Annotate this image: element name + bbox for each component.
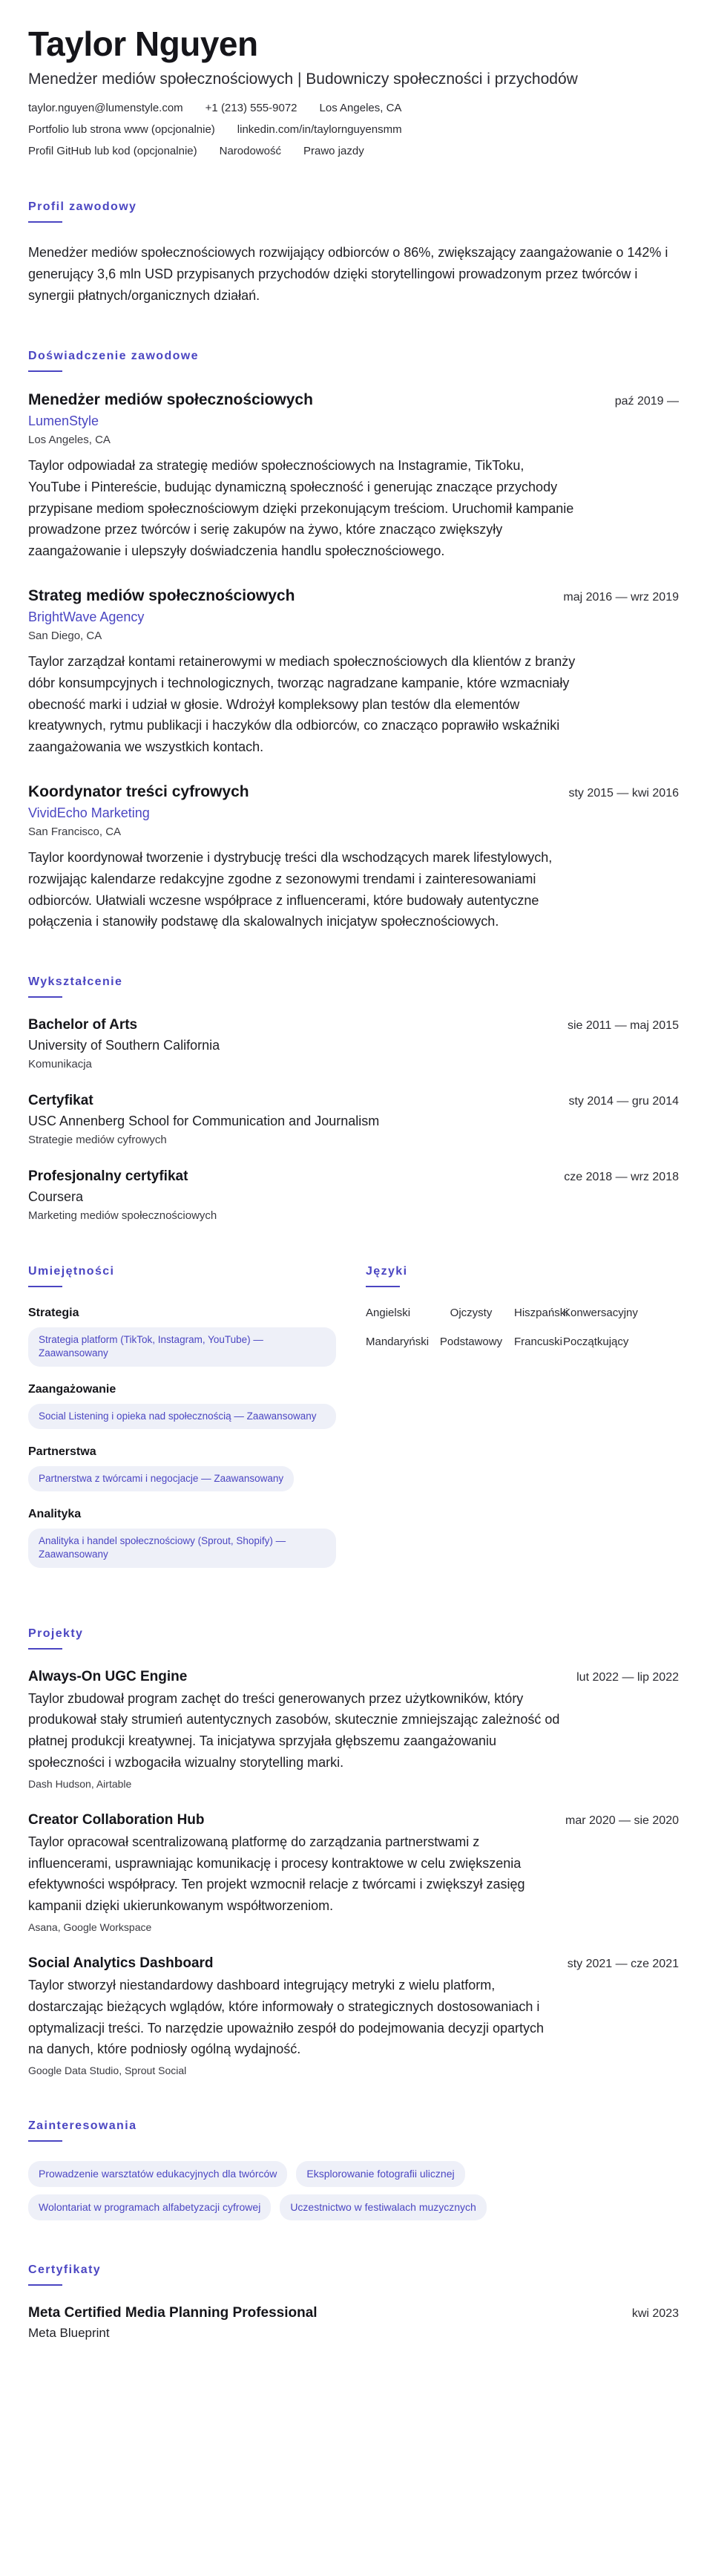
job-description: Taylor koordynował tworzenie i dystrybucję treści dla wschodzących marek lifestylowych, rozwijając kalendarze redakcyjne zgodne z sezonowymi trendami i zainteresowaniami odbiorców. Ułatwiali wczesne współprace z influencerami, które budowały autentyczne połączenia i stanowiły podstawę dla skalowalnych inicjatyw społecznościowych.	[28, 850, 553, 929]
languages-grid	[366, 1307, 679, 1348]
candidate-headline: Menedżer mediów społecznościowych | Budowniczy społeczności i przychodów	[28, 70, 578, 88]
certificates-section	[28, 2263, 679, 2341]
job-dates: maj 2016 — wrz 2019	[563, 591, 679, 604]
degree-title: Certyfikat	[28, 1093, 93, 1109]
education-entry	[28, 1168, 679, 1222]
project-dates: sty 2021 — cze 2021	[567, 1957, 679, 1970]
skill-group-name: Partnerstwa	[28, 1445, 96, 1458]
skill-group	[28, 1307, 336, 1366]
section-title: Certyfikaty	[28, 2263, 102, 2276]
certificate-entry	[28, 2305, 679, 2341]
project-entry	[28, 1955, 679, 2076]
study-area: Strategie mediów cyfrowych	[28, 1134, 167, 1147]
candidate-name: Taylor Nguyen	[28, 24, 258, 63]
education-entry	[28, 1017, 679, 1070]
project-dates: lut 2022 — lip 2022	[576, 1670, 679, 1684]
experience-entry	[28, 587, 679, 758]
project-entry	[28, 1669, 679, 1790]
summary-section	[28, 200, 679, 307]
interest-chip: Uczestnictwo w festiwalach muzycznych	[280, 2194, 487, 2220]
contact-location: Los Angeles, CA	[319, 101, 402, 114]
contact-linkedin[interactable]: linkedin.com/in/taylornguyensmm	[237, 122, 402, 136]
contact-github[interactable]: Profil GitHub lub kod (opcjonalnie)	[28, 144, 197, 157]
section-title: Języki	[366, 1265, 408, 1278]
interest-chip: Prowadzenie warsztatów edukacyjnych dla twórców	[28, 2161, 287, 2187]
language-name: Mandaryński	[366, 1336, 430, 1349]
language-level: Początkujący	[563, 1336, 629, 1349]
languages-section	[366, 1265, 679, 1583]
skill-chip: Partnerstwa z twórcami i negocjacje — Zaawansowany	[28, 1466, 294, 1491]
section-divider	[28, 996, 62, 998]
skill-chip: Strategia platform (TikTok, Instagram, YouTube) — Zaawansowany	[28, 1327, 336, 1366]
summary-text: Menedżer mediów społecznościowych rozwijający odbiorców o 86%, zwiększający zaangażowanie o 142% i generujący 3,6 mln USD przypisanych przychodów dzięki storytellingowi prowadzonym przez twórców i synergii płatnych/organicznych działań.	[28, 244, 668, 303]
company-name: BrightWave Agency	[28, 609, 145, 625]
project-tools: Asana, Google Workspace	[28, 1920, 152, 1933]
education-section	[28, 975, 679, 1222]
certificate-issuer: Meta Blueprint	[28, 2325, 110, 2340]
language-level: Podstawowy	[439, 1336, 503, 1349]
education-dates: cze 2018 — wrz 2018	[564, 1171, 679, 1184]
contact-nationality: Narodowość	[219, 144, 281, 157]
contact-row-3	[28, 145, 679, 157]
interest-chip: Wolontariat w programach alfabetyzacji cyfrowej	[28, 2194, 271, 2220]
skill-chip: Social Listening i opieka nad społecznością — Zaawansowany	[28, 1404, 336, 1429]
section-divider	[28, 1648, 62, 1650]
experience-section	[28, 350, 679, 932]
job-dates: sty 2015 — kwi 2016	[568, 787, 679, 800]
contact-phone[interactable]: +1 (213) 555-9072	[205, 101, 297, 114]
language-name: Hiszpański	[514, 1307, 568, 1320]
education-entry	[28, 1093, 679, 1146]
section-title: Doświadczenie zawodowe	[28, 350, 199, 363]
contact-row-1	[28, 102, 679, 114]
language-level: Ojczysty	[450, 1307, 493, 1320]
job-location: San Francisco, CA	[28, 826, 122, 839]
job-title: Strateg mediów społecznościowych	[28, 587, 295, 605]
skill-group	[28, 1508, 336, 1567]
section-divider	[366, 1286, 400, 1287]
language-level: Konwersacyjny	[563, 1307, 638, 1320]
institution-name: Coursera	[28, 1189, 84, 1205]
project-description: Taylor zbudował program zachęt do treści generowanych przez użytkowników, który produkował stały strumień autentycznych zasobów, skutecznie zmniejszając zależność od płatnej produkcji kreatywnej. Ta inicjatywa sprzyjała głębszemu zaangażowaniu społeczności i wzbogaciła wizualny storytelling marki.	[28, 1690, 560, 1770]
skills-section	[28, 1265, 336, 1583]
skill-group	[28, 1445, 336, 1491]
job-description: Taylor zarządzał kontami retainerowymi w mediach społecznościowych dla klientów z branży dóbr konsumpcyjnych i technologicznych, tworząc nagradzane kampanie, które wzmacniały obecność marki i udział w głosie. Wdrożył kompleksowy plan testów dla elementów kreatywnych, rytmu publikacji i haczyków dla odbiorców, co znacząco poprawiło wskaźniki zaangażowania we wszystkich kontach.	[28, 654, 576, 755]
interest-chip: Eksplorowanie fotografii ulicznej	[296, 2161, 464, 2187]
section-title: Zainteresowania	[28, 2119, 137, 2133]
section-title: Profil zawodowy	[28, 200, 137, 213]
company-name: VividEcho Marketing	[28, 805, 150, 821]
skill-group-name: Zaangażowanie	[28, 1382, 116, 1396]
skill-group-name: Strategia	[28, 1307, 79, 1320]
language-name: Angielski	[366, 1307, 411, 1320]
job-title: Menedżer mediów społecznościowych	[28, 391, 313, 409]
education-dates: sie 2011 — maj 2015	[567, 1019, 679, 1033]
experience-entry	[28, 783, 679, 932]
section-title: Wykształcenie	[28, 975, 123, 989]
section-title: Projekty	[28, 1627, 84, 1640]
project-name: Always-On UGC Engine	[28, 1668, 188, 1684]
language-name: Francuski	[514, 1336, 563, 1349]
skill-group-name: Analityka	[28, 1508, 82, 1521]
project-tools: Google Data Studio, Sprout Social	[28, 2065, 187, 2077]
skills-languages-row	[28, 1265, 679, 1583]
job-location: Los Angeles, CA	[28, 434, 111, 447]
contact-portfolio[interactable]: Portfolio lub strona www (opcjonalnie)	[28, 122, 215, 136]
certificate-date: kwi 2023	[631, 2307, 679, 2320]
contact-driving-license: Prawo jazdy	[303, 144, 364, 157]
project-entry	[28, 1812, 679, 1933]
skill-group	[28, 1383, 336, 1429]
study-area: Marketing mediów społecznościowych	[28, 1209, 217, 1223]
section-divider	[28, 1286, 62, 1287]
project-name: Creator Collaboration Hub	[28, 1811, 205, 1828]
institution-name: USC Annenberg School for Communication and Journalism	[28, 1114, 380, 1129]
degree-title: Bachelor of Arts	[28, 1017, 138, 1033]
job-dates: paź 2019 —	[614, 395, 679, 408]
project-tools: Dash Hudson, Airtable	[28, 1777, 132, 1790]
education-dates: sty 2014 — gru 2014	[568, 1095, 679, 1108]
project-dates: mar 2020 — sie 2020	[565, 1814, 679, 1827]
project-name: Social Analytics Dashboard	[28, 1955, 214, 1971]
degree-title: Profesjonalny certyfikat	[28, 1168, 188, 1185]
section-divider	[28, 221, 62, 223]
job-title: Koordynator treści cyfrowych	[28, 783, 249, 801]
resume-header	[28, 25, 679, 157]
contact-email[interactable]: taylor.nguyen@lumenstyle.com	[28, 101, 183, 114]
experience-entry	[28, 391, 679, 562]
project-description: Taylor opracował scentralizowaną platformę do zarządzania partnerstwami z influencerami, usprawniając komunikację i procesy kontraktowe w celu zwiększenia efektywności współpracy. Ten projekt wzmocnił relacje z twórcami i zwiększył zasięg kampanii dzięki ukierunkowanym współtworzeniom.	[28, 1834, 525, 1914]
contact-row-2	[28, 123, 679, 136]
study-area: Komunikacja	[28, 1058, 92, 1071]
certificate-name: Meta Certified Media Planning Professional	[28, 2304, 318, 2321]
section-divider	[28, 2140, 62, 2142]
institution-name: University of Southern California	[28, 1038, 220, 1053]
job-description: Taylor odpowiadał za strategię mediów społecznościowych na Instagramie, TikToku, YouTube i Pintereście, budując dynamiczną społeczność i generując znaczące przychody przypisane mediom społecznościowym dzięki przekonującym treściom. Uruchomił kampanie prowadzone przez twórców i serię zakupów na żywo, które znacząco zwiększyły zaangażowanie i ulepszyły doświadczenia handlu społecznościowego.	[28, 458, 574, 559]
interests-section	[28, 2119, 679, 2220]
section-divider	[28, 2284, 62, 2286]
job-location: San Diego, CA	[28, 630, 102, 643]
interest-list	[28, 2161, 679, 2220]
section-divider	[28, 370, 62, 372]
projects-section	[28, 1627, 679, 2077]
skill-chip: Analityka i handel społecznościowy (Sprout, Shopify) — Zaawansowany	[28, 1529, 336, 1567]
section-title: Umiejętności	[28, 1265, 115, 1278]
project-description: Taylor stworzył niestandardowy dashboard integrujący metryki z wielu platform, dostarczając bieżących wglądów, które informowały o strategicznych dostosowaniach i optymalizacji treści. To narzędzie upoważniło zespół do podejmowania decyzji opartych na danych, które podniosły ogólną wydajność.	[28, 1977, 545, 2057]
company-name: LumenStyle	[28, 413, 99, 429]
